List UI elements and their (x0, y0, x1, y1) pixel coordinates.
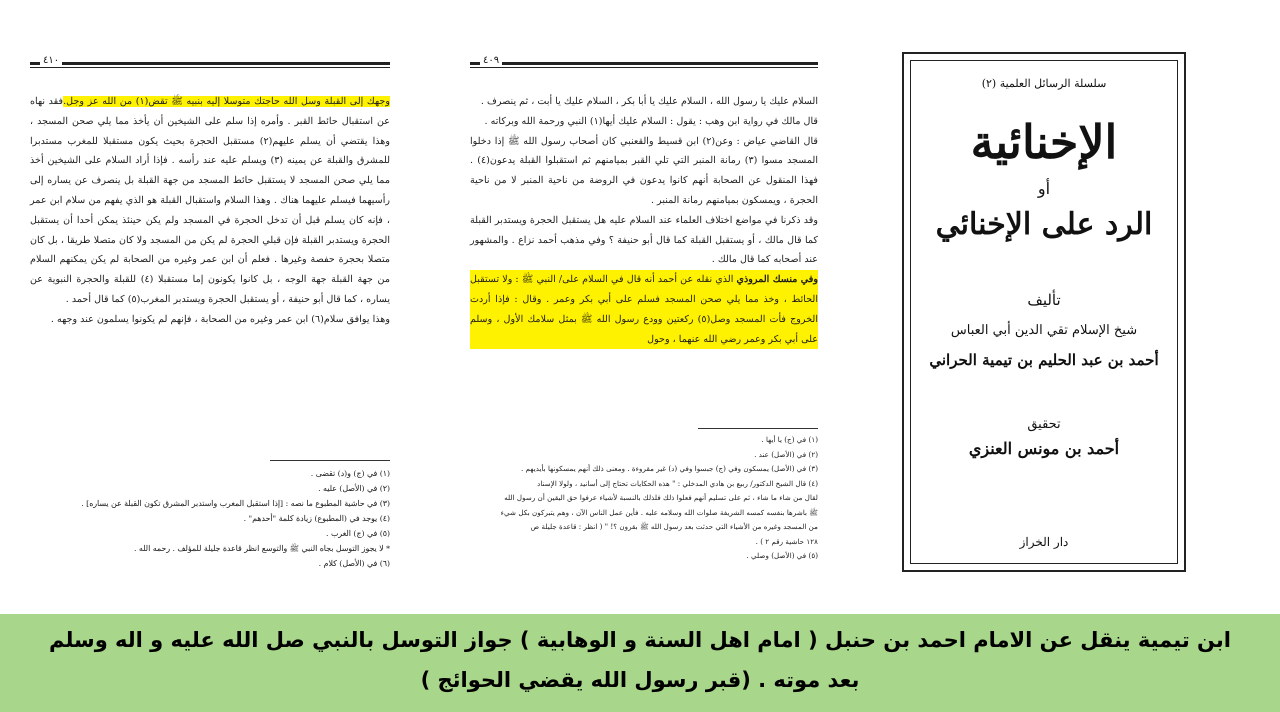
footnote: * لا يجوز التوسل بجاه النبي ﷺ والتوسع انظر قاعدة جليلة للمؤلف . رحمه الله . (133, 544, 390, 553)
authored-label: تأليف (1027, 291, 1061, 309)
highlighted-passage (470, 270, 818, 349)
author-line-1: شيخ الإسلام تقي الدين أبي العباس (950, 323, 1138, 338)
footnote: لقال من شاء ما شاء ، ثم على تسليم أنهم فعلوا ذلك فلذلك بالنسبة لأشياء عرفوا حق اليقين أن رسول الله (504, 493, 818, 502)
header-rule (470, 62, 818, 65)
footnote-separator (270, 460, 390, 461)
paragraph: فقد نهاه عن استقبال حائط القبر . وأمره إذا سلم على الشيخين أن يأخذ مما يلي صحن المسجد ، وهذا يقتضي أن يسلم عليهم(٢) مستقبل الحجرة بحيث يكون مستقبلا للمغرب مستدبرا للمشرق والقبلة عن يمينه (٣) ويسلم عليه عند رأسه . فإذا أراد السلام على الشيخين أخذ مما يلي صحن المسجد لا يستقبل حائط المسجد من جهة القبلة بل ينصرف عن يساره إلى رأسيهما فيسلم عليهما هناك . وهذا السلام واستقبال القبلة هو الذي يفهم من سلام ابن عمر ، فإنه كان يسلم قبل أن تدخل الحجرة في المسجد ولم يكن حينئذ يمكن أحدا أن يستقبل الحجرة ويستدبر القبلة فإن قبلي الحجرة لم يكن من المسجد ولا كان متصلا طريقا ، بل كان متصلا بحجرة حفصة وغيرها . فعلم أن ابن عمر وغيره من الصحابة لم يكن يمكنهم السلام من جهة القبلة جهة الوجه ، بل كانوا يكونون إما مستقبلا (٤) للقبلة والحجرة النبوية عن يساره ، كما قال أبو حنيفة ، أو يستقبل الحجرة ويستدبر المغرب(٥) كما قال أحمد . (30, 96, 391, 305)
footnote: من المسجد وغيره من الأشياء التي حدثت بعد رسول الله ﷺ بقرون ؟! " ( انظر : قاعدة جليلة ص (530, 522, 818, 531)
header-rule (30, 62, 390, 65)
book-page-410 (30, 40, 390, 600)
footnote: (٤) قال الشيخ الدكتور/ ربيع بن هادي المدخلي : " هذه الحكايات تحتاج إلى أسانيد ، ولولا الإسناد (537, 478, 818, 488)
footnotes (470, 433, 818, 564)
paragraph: قال مالك في رواية ابن وهب : يقول : السلام عليك أيها(١) النبي ورحمة الله وبركاته . (484, 115, 818, 127)
author-line-2: أحمد بن عبد الحليم بن تيمية الحراني (929, 351, 1159, 369)
footnotes (30, 466, 390, 571)
paragraph: قال القاضي عياض : وعن(٢) ابن قسيط والقعنبي كان أصحاب رسول الله ﷺ إذا دخلوا المسجد مسوا (٣) رمانة المنبر التي تلي القبر بميامنهم ثم استقبلوا القبلة يدعون(٤) . فهذا المنقول عن الصحابة أنهم كانوا يدعون في الروضة من ناحية المنبر لا من ناحية الحجرة ، ويمسكون بميامنهم رمانة المنبر . (470, 135, 819, 206)
highlight-lead: وفي منسك المروذي (736, 274, 818, 286)
title-or: أو (1037, 179, 1051, 198)
editor-name: أحمد بن مونس العنزي (968, 439, 1120, 458)
footnote: (٣) في حاشية المطبوع ما نصه : [إذا استقبل المغرب واستدبر المشرق تكون القبلة عن يساره] . (81, 499, 390, 508)
header-rule-thin (30, 67, 390, 68)
paragraph: وقد ذكرنا في مواضع اختلاف العلماء عند السلام عليه هل يستقبل الحجرة ويستدبر القبلة كما قال مالك ، أو يستقبل القبلة كما قال أبو حنيفة ؟ وفي مذهب أحمد نزاع . والمشهور عند أصحابه كما قال مالك . (470, 214, 818, 266)
book-title: الإخنائية (970, 115, 1118, 169)
page-number: ٤١٠ (40, 55, 62, 66)
footnote: (٢) في (الأصل) عند . (754, 449, 818, 459)
highlight-text: الذي نقله عن أحمد أنه قال في السلام على/ النبي ﷺ : ولا تستقبل الحائط ، وخذ مما يلي صحن المسجد فسلم على أبي بكر وعمر . وقال : فإذا أردت الخروج فأت المسجد وصل(٥) ركعتين وودع رسول الله ﷺ بمثل سلامك الأول ، وسلم على أبي بكر وعمر رضي الله عنهما ، وحول (470, 274, 818, 345)
page-header (30, 55, 390, 70)
footnote: ١٢٨ حاشية رقم ٢ ) . (755, 536, 818, 546)
footnote: (٤) يوجد في (المطبوع) زيادة كلمة "أحدهم" . (243, 514, 390, 523)
book-subtitle: الرد على الإخنائي (935, 207, 1153, 242)
footnote: (١) في (ج) و(د) تقضى . (310, 469, 390, 478)
paragraph: وهذا يوافق سلام(٦) ابن عمر وغيره من الصحابة ، فإنهم لم يكونوا يسلمون عند وجهه . (50, 313, 390, 325)
footnote: (٦) في (الأصل) كلام . (318, 559, 390, 568)
footnote: (٥) في (الأصل) وصلي . (746, 551, 818, 560)
header-rule-thin (470, 67, 818, 68)
footnote: (١) في (ج) يا أيها . (761, 435, 818, 444)
footnote: (٣) في (الأصل) يمسكون وفي (ج) جبسوا وفي (د) غير مقروءة . ومعنى ذلك أنهم يمسكونها بأيديهم . (521, 464, 818, 473)
page-body (30, 92, 390, 330)
highlighted-passage: وجهك إلى القبلة وسل الله حاجتك متوسلا إليه بنبيه ﷺ تقض(١) من الله عز وجل. (63, 96, 390, 107)
series-title: سلسلة الرسائل العلمية (٢) (981, 77, 1107, 90)
book-page-409 (470, 40, 818, 600)
footnote: ﷺ باشرها بنفسه كمسه الشريفة صلوات الله وسلامه عليه . فأين عمل الناس الآن ، وهم يتبركون بكل شيء (500, 507, 818, 517)
caption-banner (0, 614, 1280, 712)
publisher: دار الخراز (1019, 535, 1069, 549)
caption-line-2: بعد موته . (قبر رسول الله يقضي الحوائج ) (420, 668, 860, 692)
page-body (470, 92, 818, 349)
caption-line-1: ابن تيمية ينقل عن الامام احمد بن حنبل ( امام اهل السنة و الوهابية ) جواز التوسل بالنبي صل الله عليه و اله وسلم (49, 628, 1231, 652)
paragraph: السلام عليك يا رسول الله ، السلام عليك يا أبا بكر ، السلام عليك يا أبت ، ثم ينصرف . (480, 96, 818, 107)
footnote: (٢) في (الأصل) عليه . (318, 484, 390, 493)
footnote: (٥) في (ج) الغرب . (326, 529, 390, 538)
page-header (470, 55, 818, 70)
cover-frame (910, 60, 1178, 564)
footnote-separator (698, 428, 818, 429)
book-cover (902, 52, 1186, 572)
edited-label: تحقيق (1027, 417, 1061, 432)
page-number: ٤٠٩ (480, 55, 502, 66)
